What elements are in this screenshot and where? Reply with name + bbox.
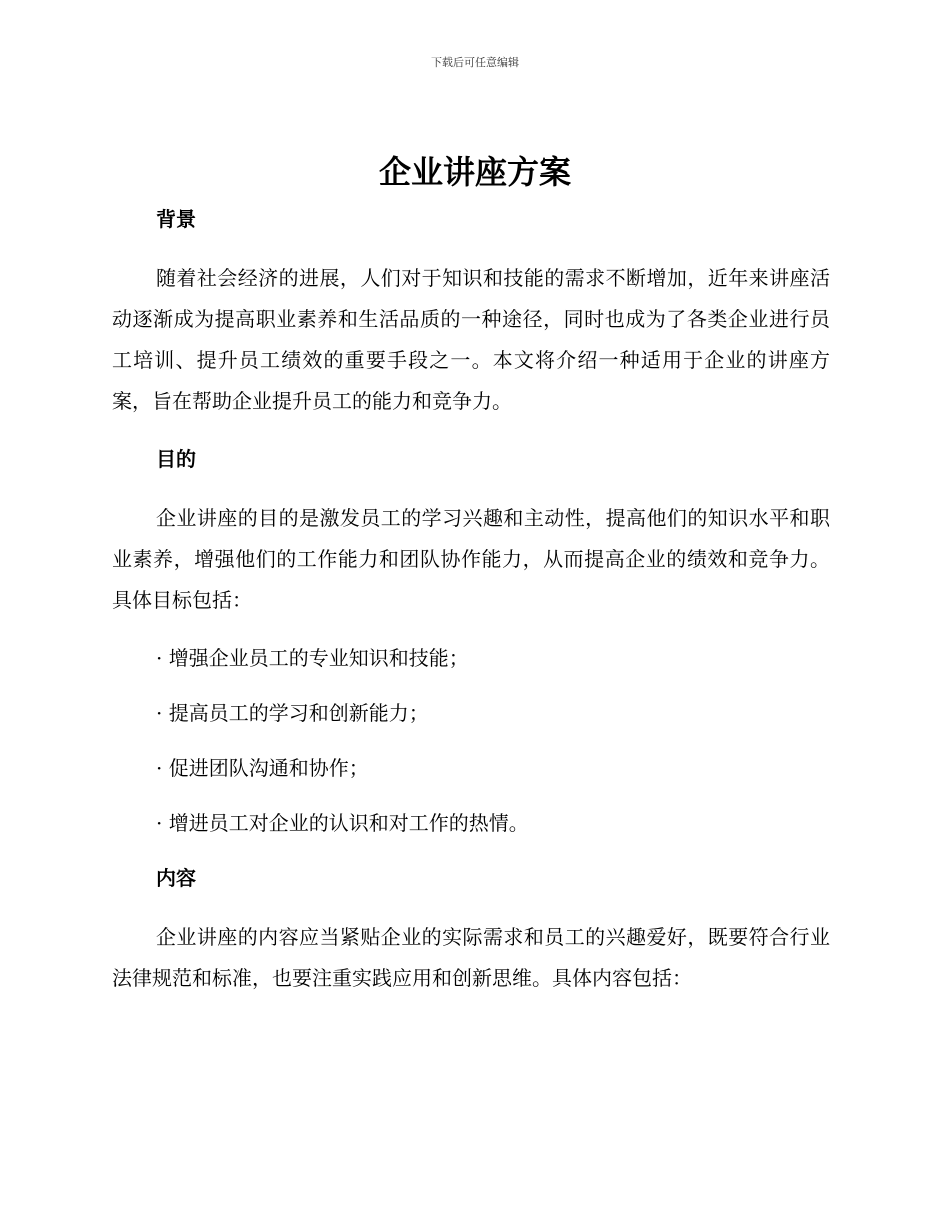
list-item: · 促进团队沟通和协作； [156, 756, 369, 780]
list-item: · 提高员工的学习和创新能力； [156, 701, 429, 725]
section-paragraph: 随着社会经济的进展，人们对于知识和技能的需求不断增加，近年来讲座活动逐渐成为提高职业素养和生活品质的一种途径，同时也成为了各类企业进行员工培训、提升员工绩效的重要手段之一。本文将介绍一种适用于企业的讲座方案，旨在帮助企业提升员工的能力和竞争力。 [112, 266, 830, 413]
list-item: · 增进员工对企业的认识和对工作的热情。 [156, 811, 529, 835]
section-heading-purpose: 目的 [156, 447, 196, 471]
document-title: 企业讲座方案 [378, 153, 571, 191]
section-paragraph: 企业讲座的目的是激发员工的学习兴趣和主动性，提高他们的知识水平和职业素养，增强他们的工作能力和团队协作能力，从而提高企业的绩效和竞争力。具体目标包括： [112, 506, 830, 612]
section-heading-background: 背景 [156, 207, 196, 231]
page-header-note: 下载后可任意编辑 [431, 56, 519, 69]
list-item: · 增强企业员工的专业知识和技能； [156, 646, 469, 670]
document-body [112, 204, 830, 999]
section-paragraph: 企业讲座的内容应当紧贴企业的实际需求和员工的兴趣爱好，既要符合行业法律规范和标准，也要注重实践应用和创新思维。具体内容包括： [112, 925, 830, 990]
section-heading-content: 内容 [156, 866, 196, 890]
